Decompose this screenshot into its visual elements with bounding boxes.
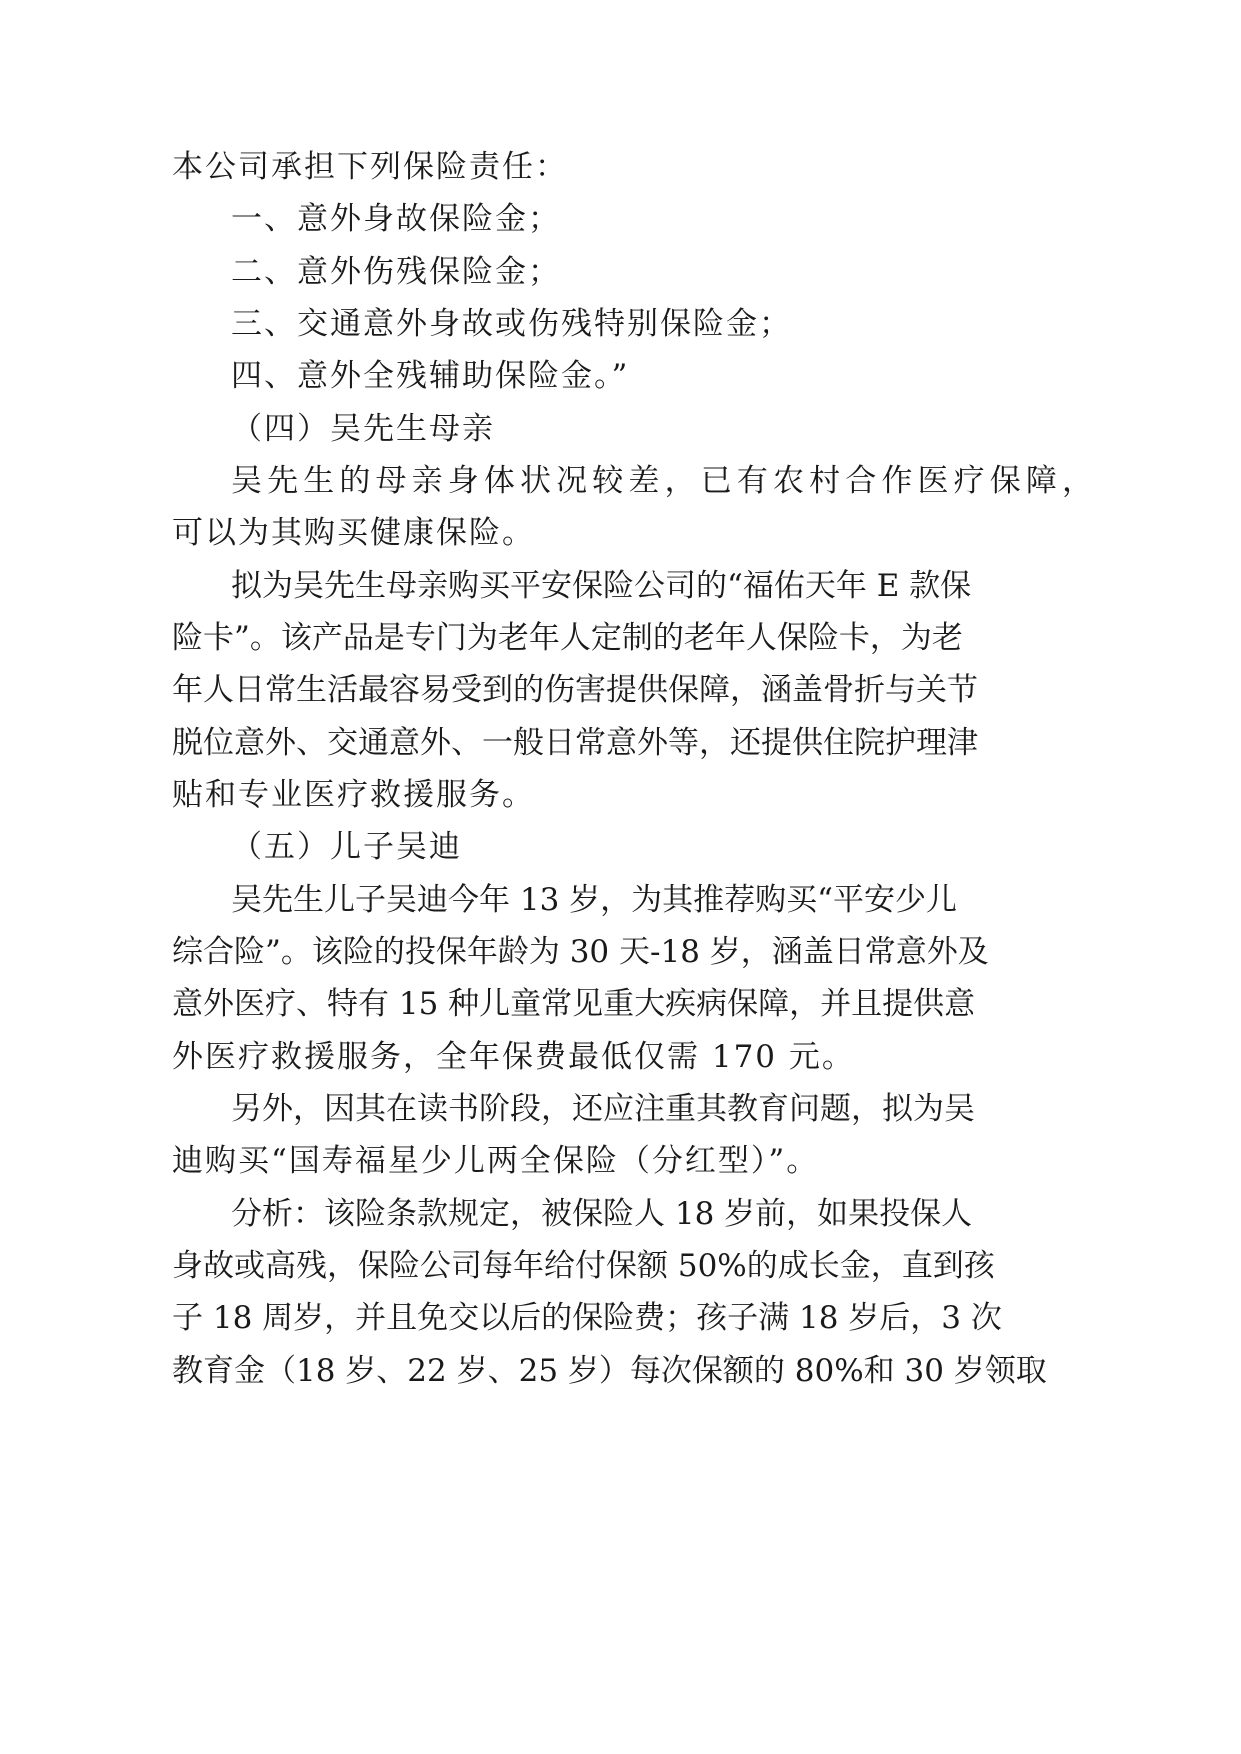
- text-line: 教育金（18 岁、22 岁、25 岁）每次保额的 80%和 30 岁领取: [172, 1353, 1047, 1389]
- section-heading: （四）吴先生母亲: [231, 411, 495, 447]
- text-line: 外医疗救援服务，全年保费最低仅需 170 元。: [172, 1039, 855, 1075]
- section-heading: （五）儿子吴迪: [231, 829, 462, 865]
- text-line: 险卡”。该产品是专门为老年人定制的老年人保险卡，为老: [172, 620, 963, 656]
- text-line: 拟为吴先生母亲购买平安保险公司的“福佑天年 E 款保: [231, 568, 972, 604]
- text-line: 吴先生儿子吴迪今年 13 岁，为其推荐购买“平安少儿: [231, 882, 958, 918]
- text-line: 迪购买“国寿福星少儿两全保险（分红型）”。: [172, 1143, 820, 1179]
- list-item: 一、意外身故保险金；: [231, 201, 561, 237]
- text-line: 另外，因其在读书阶段，还应注重其教育问题，拟为吴: [231, 1091, 975, 1127]
- text-line: 意外医疗、特有 15 种儿童常见重大疾病保障，并且提供意: [172, 986, 976, 1022]
- text-line: 身故或高残，保险公司每年给付保额 50%的成长金，直到孩: [172, 1248, 995, 1284]
- list-item: 三、交通意外身故或伤残特别保险金；: [231, 306, 792, 342]
- text-line: 分析：该险条款规定，被保险人 18 岁前，如果投保人: [231, 1196, 973, 1232]
- text-line: 吴先生的母亲身体状况较差，已有农村合作医疗保障，: [231, 463, 1093, 499]
- text-line: 本公司承担下列保险责任：: [172, 149, 568, 185]
- text-line: 脱位意外、交通意外、一般日常意外等，还提供住院护理津: [172, 725, 978, 761]
- text-line: 子 18 周岁，并且免交以后的保险费；孩子满 18 岁后，3 次: [172, 1300, 1002, 1336]
- text-line: 年人日常生活最容易受到的伤害提供保障，涵盖骨折与关节: [172, 672, 978, 708]
- text-line: 贴和专业医疗救援服务。: [172, 777, 535, 813]
- text-line: 可以为其购买健康保险。: [172, 515, 535, 551]
- text-line: 综合险”。该险的投保年龄为 30 天-18 岁，涵盖日常意外及: [172, 934, 989, 970]
- list-item: 四、意外全残辅助保险金。”: [231, 358, 630, 394]
- list-item: 二、意外伤残保险金；: [231, 254, 561, 290]
